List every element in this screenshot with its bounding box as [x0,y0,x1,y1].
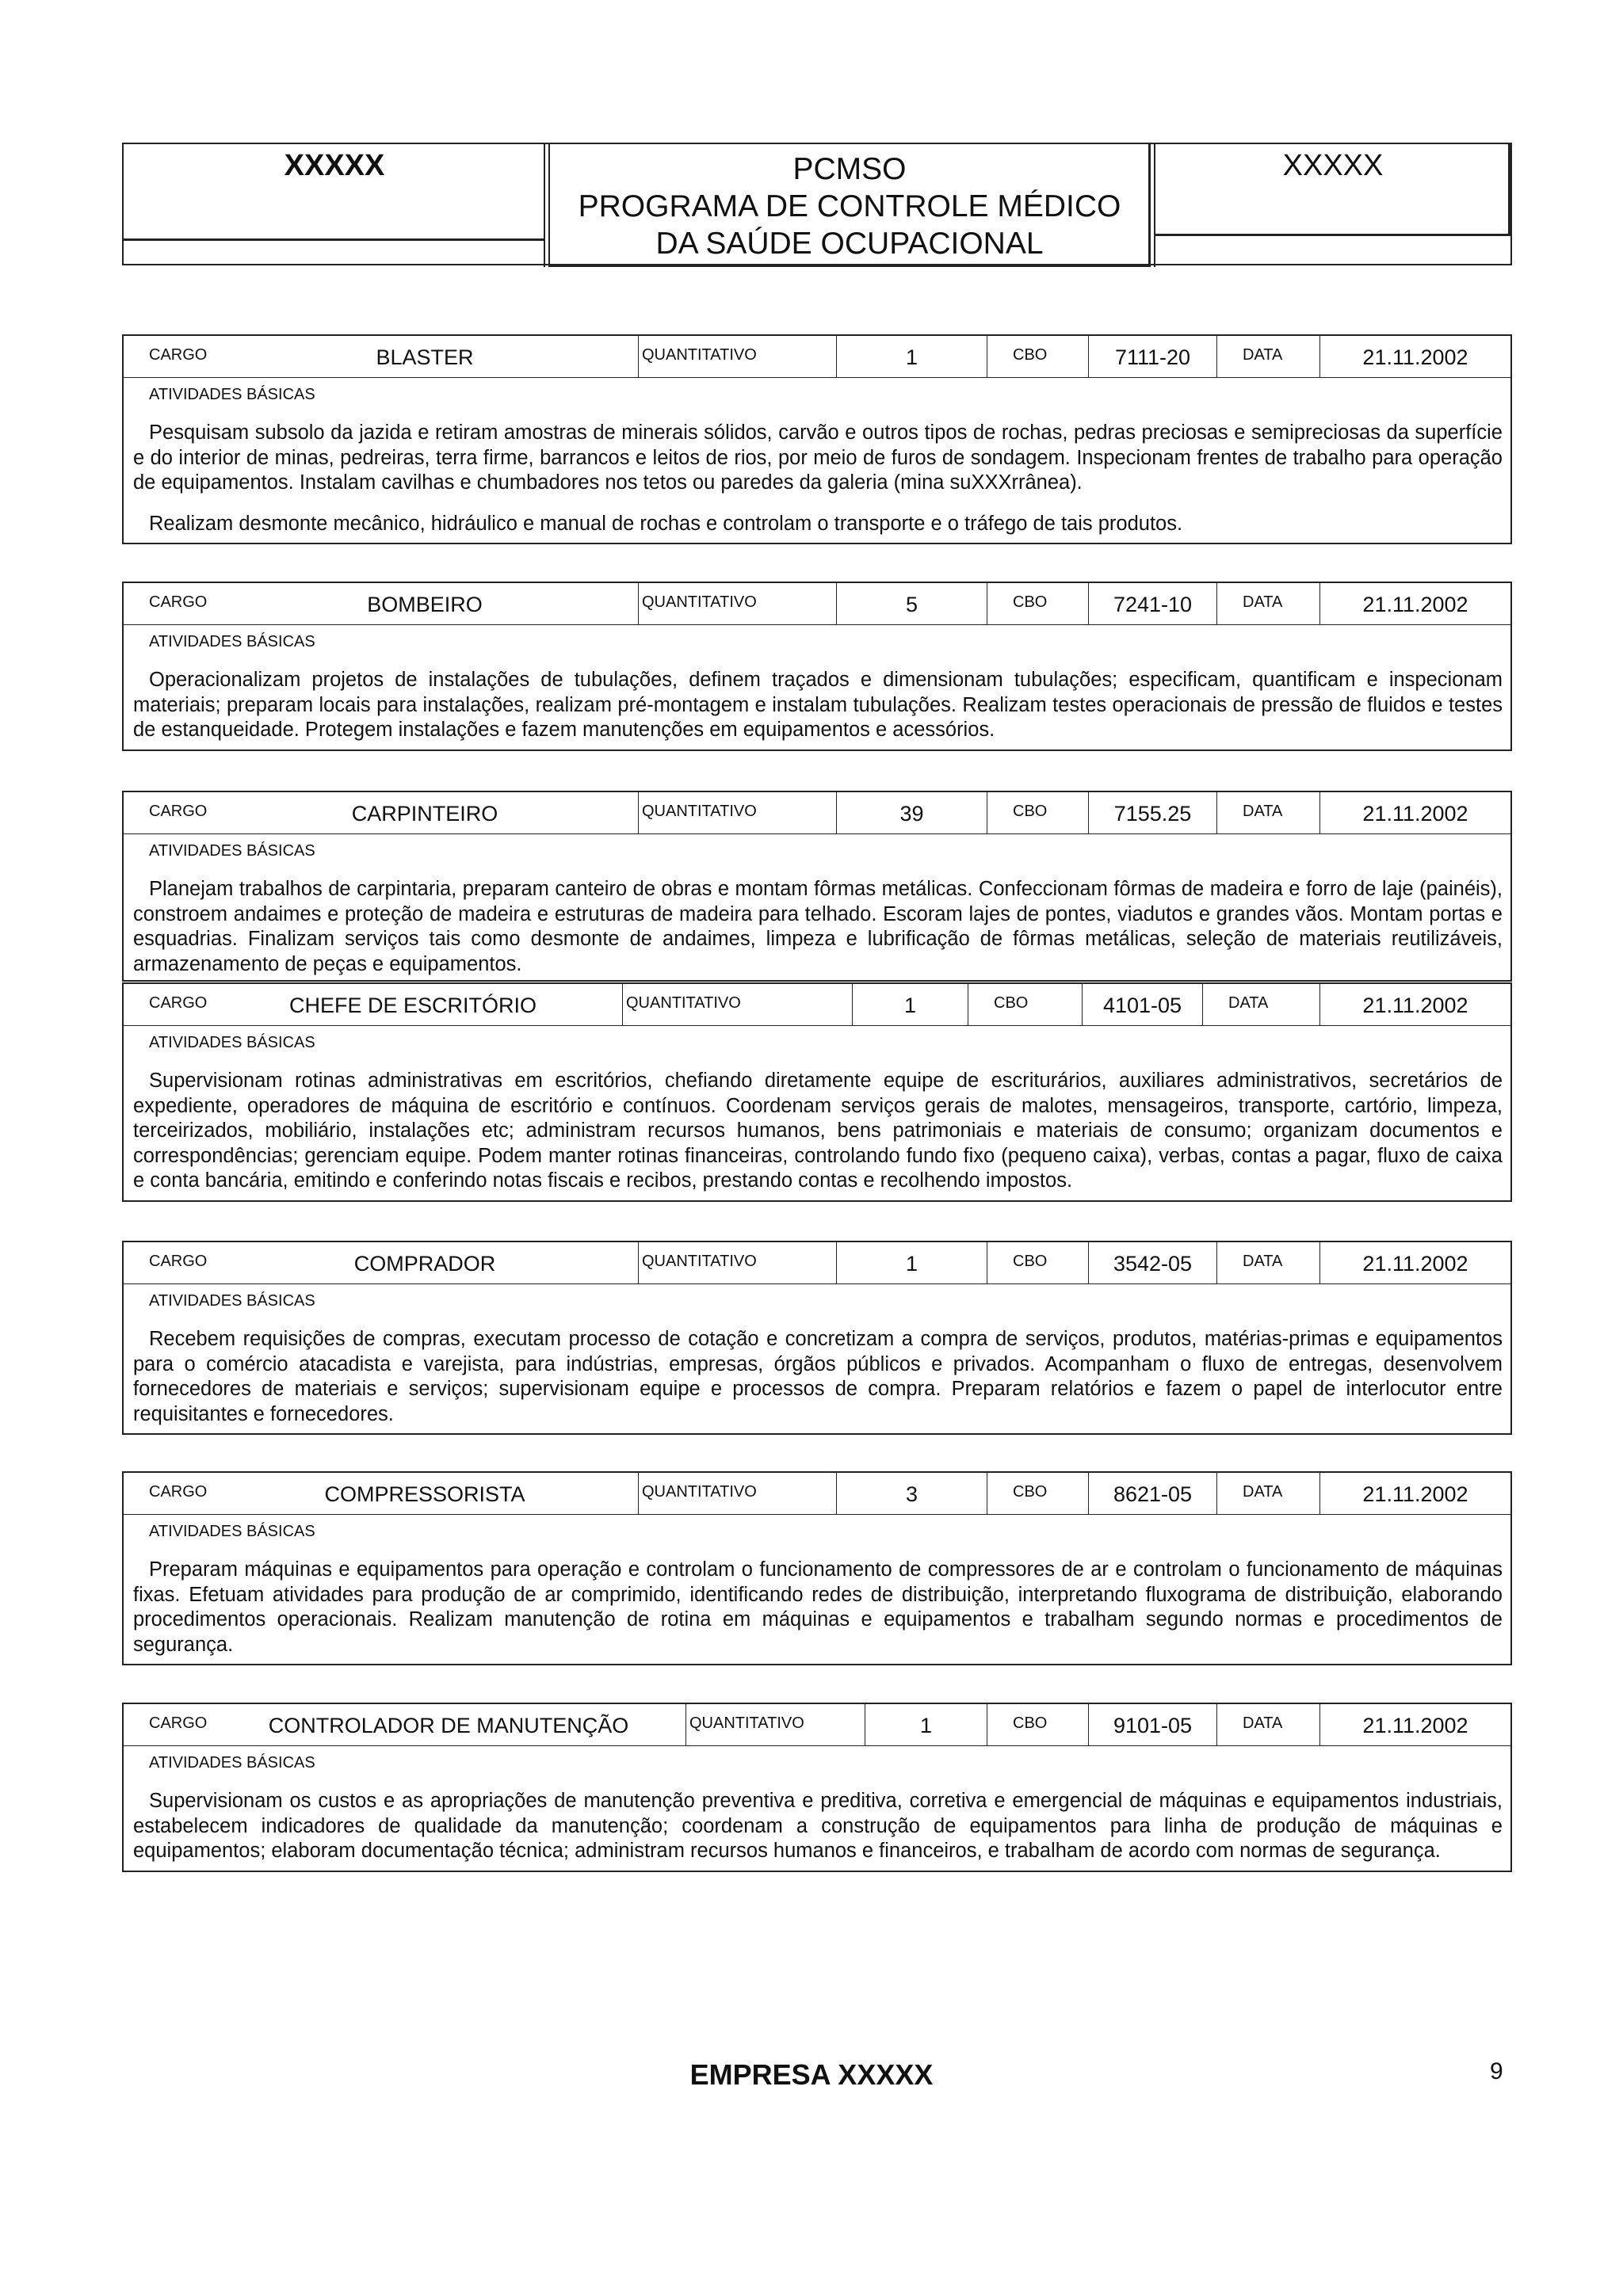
header-left-cell [124,144,545,267]
cargo-label: CARGO [149,1253,208,1270]
cargo-cell [124,1242,639,1283]
quantitativo-label-cell [686,1704,865,1745]
cargo-value: BOMBEIRO [367,593,483,616]
quantitativo-value: 1 [905,1252,918,1276]
cargo-value: BLASTER [376,345,474,369]
quantitativo-label: QUANTITATIVO [689,1714,804,1732]
footer-company: EMPRESA XXXXX [689,2058,934,2091]
cbo-value: 7241-10 [1113,593,1193,616]
cargo-cell [124,583,639,624]
data-label: DATA [1243,1714,1283,1732]
data-cell [1320,583,1510,624]
quantitativo-cell [837,1242,987,1283]
header-title-line-1: PCMSO [792,152,907,186]
data-label: DATA [1243,593,1283,611]
quantitativo-label: QUANTITATIVO [642,593,757,611]
quantitativo-cell [865,1704,987,1745]
data-label-cell [1217,1242,1320,1283]
cargo-label: CARGO [149,994,208,1012]
header-right-cell [1154,144,1512,267]
data-label: DATA [1243,1253,1283,1270]
data-label-cell [1217,336,1320,377]
cbo-label-cell [987,583,1089,624]
job-card [122,582,1512,751]
cbo-label-cell [968,984,1083,1025]
data-value: 21.11.2002 [1362,1482,1468,1506]
atividades-label: ATIVIDADES BÁSICAS [149,1292,315,1310]
quantitativo-value: 1 [903,994,917,1017]
cbo-cell [1089,1704,1217,1745]
job-description [124,657,1510,749]
cargo-label: CARGO [149,346,208,364]
cbo-label: CBO [1013,1714,1048,1732]
job-card [122,791,1512,982]
quantitativo-label-cell [639,336,837,377]
cbo-value: 8621-05 [1113,1482,1193,1506]
header-title-cell [548,144,1151,267]
quantitativo-cell [837,336,987,377]
job-header-row [124,1473,1510,1515]
quantitativo-label-cell [639,1473,837,1514]
header-left-text: XXXXX [284,149,385,182]
cbo-label-cell [987,1242,1089,1283]
data-label: DATA [1228,994,1269,1012]
cargo-cell [124,1704,686,1745]
job-description [124,866,1510,980]
atividades-label: ATIVIDADES BÁSICAS [149,1754,315,1772]
data-label-cell [1217,583,1320,624]
data-value: 21.11.2002 [1362,994,1468,1017]
data-cell [1320,792,1510,833]
data-label: DATA [1243,1483,1283,1501]
cbo-cell [1089,583,1217,624]
data-value: 21.11.2002 [1362,802,1468,826]
description-paragraph: Supervisionam rotinas administrativas em escritórios, chefiando diretamente equipe de escriturários, auxiliares administrativos, secretários de expediente, operadores de máquina de escritório e contínuos. Coordenam serviços gerais de malotes, mensageiros, transporte, cartório, limpeza, terceirizados, mobiliário, instalações etc; administram recursos humanos, bens patrimoniais e materiais de consumo; organizam documentos e correspondências; gerenciam equipe. Podem manter rotinas financeiras, controlando fundo fixo (pequeno caixa), verbas, contas a pagar, fluxo de caixa e conta bancária, emitindo e conferindo notas fiscais e recibos, prestando contas e recolhendo impostos. [133,1070,1503,1192]
cargo-value: COMPRESSORISTA [324,1482,525,1506]
cbo-value: 4101-05 [1102,994,1182,1017]
cbo-value: 7155.25 [1113,802,1192,826]
cbo-cell [1083,984,1203,1025]
job-description [124,1058,1510,1200]
job-description [124,1316,1510,1433]
quantitativo-value: 3 [905,1482,918,1506]
job-header-row [124,583,1510,625]
job-description [124,410,1510,543]
data-cell [1320,1473,1510,1514]
job-header-row [124,984,1510,1026]
data-label-cell [1217,792,1320,833]
job-header-row [124,1704,1510,1746]
description-paragraph: Operacionalizam projetos de instalações de tubulações, definem traçados e dimensionam tubulações; especificam, quantificam e inspecionam materiais; preparam locais para instalações, realizam pré-montagem e instalam tubulações. Realizam testes operacionais de pressão de fluidos e testes de estanqueidade. Protegem instalações e fazem manutenções em equipamentos e acessórios. [133,669,1503,741]
cbo-label-cell [987,1473,1089,1514]
data-cell [1320,1704,1510,1745]
job-description [124,1778,1510,1871]
quantitativo-label-cell [623,984,853,1025]
data-value: 21.11.2002 [1362,593,1468,616]
job-header-row [124,1242,1510,1284]
cargo-label: CARGO [149,1483,208,1501]
atividades-label: ATIVIDADES BÁSICAS [149,1523,315,1540]
data-cell [1320,984,1510,1025]
cbo-label-cell [987,1704,1089,1745]
cbo-label: CBO [1013,346,1048,364]
cargo-value: CONTROLADOR DE MANUTENÇÃO [268,1714,629,1737]
job-header-row [124,792,1510,834]
job-card [122,982,1512,1202]
quantitativo-label: QUANTITATIVO [642,803,757,820]
job-card [122,1703,1512,1872]
atividades-label: ATIVIDADES BÁSICAS [149,1034,315,1051]
quantitativo-label-cell [639,583,837,624]
cbo-cell [1089,792,1217,833]
quantitativo-label: QUANTITATIVO [642,346,757,364]
data-value: 21.11.2002 [1362,1714,1468,1737]
job-card [122,334,1512,544]
data-label-cell [1203,984,1320,1025]
quantitativo-label: QUANTITATIVO [642,1253,757,1270]
quantitativo-cell [853,984,968,1025]
data-cell [1320,1242,1510,1283]
atividades-label: ATIVIDADES BÁSICAS [149,842,315,860]
quantitativo-value: 5 [905,593,918,616]
job-header-row [124,336,1510,378]
data-label-cell [1217,1473,1320,1514]
cargo-value: CHEFE DE ESCRITÓRIO [288,994,537,1017]
cbo-cell [1089,1242,1217,1283]
cbo-label: CBO [1013,1483,1048,1501]
cbo-label: CBO [1013,1253,1048,1270]
job-card [122,1471,1512,1665]
description-paragraph: Preparam máquinas e equipamentos para operação e controlam o funcionamento de compressores de ar e controlam o funcionamento de máquinas fixas. Efetuam atividades para produção de ar comprimido, identificando redes de distribuição, interpretando fluxograma de distribuição, elaborando procedimentos operacionais. Realizam manutenção de rotina em máquinas e equipamentos e trabalham segundo normas e procedimentos de segurança. [133,1558,1503,1656]
quantitativo-label-cell [639,792,837,833]
description-paragraph: Recebem requisições de compras, executam processo de cotação e concretizam a compra de serviços, produtos, matérias-primas e equipamentos para o comércio atacadista e varejista, para indústrias, empresas, órgãos públicos e privados. Acompanham o fluxo de entregas, desenvolvem fornecedores de materiais e serviços; supervisionam equipe e processos de compra. Preparam relatórios e fazem o papel de interlocutor entre requisitantes e fornecedores. [133,1328,1503,1425]
header-title [550,151,1149,262]
header-right-text: XXXXX [1282,149,1384,182]
cbo-label: CBO [1013,593,1048,611]
cbo-value: 7111-20 [1114,345,1191,369]
cargo-label: CARGO [149,1714,208,1732]
data-label-cell [1217,1704,1320,1745]
cbo-label: CBO [994,994,1029,1012]
quantitativo-cell [837,1473,987,1514]
header-title-line-3: DA SAÚDE OCUPACIONAL [655,227,1044,261]
cargo-cell [124,792,639,833]
cargo-label: CARGO [149,593,208,611]
job-description [124,1547,1510,1664]
data-value: 21.11.2002 [1362,345,1468,369]
quantitativo-cell [837,792,987,833]
header-title-line-2: PROGRAMA DE CONTROLE MÉDICO [578,189,1121,223]
atividades-label: ATIVIDADES BÁSICAS [149,386,315,403]
data-cell [1320,336,1510,377]
cargo-cell [124,1473,639,1514]
quantitativo-cell [837,583,987,624]
page-number: 9 [1490,2058,1503,2084]
cbo-cell [1089,1473,1217,1514]
cargo-cell [124,984,623,1025]
cbo-value: 9101-05 [1113,1714,1193,1737]
cbo-label: CBO [1013,803,1048,820]
cargo-cell [124,336,639,377]
quantitativo-label: QUANTITATIVO [626,994,741,1012]
cbo-value: 3542-05 [1113,1252,1193,1276]
quantitativo-value: 39 [899,802,924,826]
data-label: DATA [1243,803,1283,820]
job-card [122,1241,1512,1435]
quantitativo-label: QUANTITATIVO [642,1483,757,1501]
cargo-value: CARPINTEIRO [351,802,498,826]
description-paragraph: Supervisionam os custos e as apropriações de manutenção preventiva e preditiva, corretiva e emergencial de máquinas e equipamentos industriais, estabelecem indicadores de qualidade da manutenção; coordenam a construção de equipamentos para linha de produção de máquinas e equipamentos; elaboram documentação técnica; administram recursos humanos e financeiros, e trabalham de acordo com normas de segurança. [133,1790,1503,1862]
description-paragraph: Planejam trabalhos de carpintaria, preparam canteiro de obras e montam fôrmas metálicas. Confeccionam fôrmas de madeira e forro de laje (painéis), constroem andaimes e proteção de madeira e estruturas de madeira para telhado. Escoram lajes de pontes, viadutos e grandes vãos. Montam portas e esquadrias. Finalizam serviços tais como desmonte de andaimes, limpeza e lubrificação de fôrmas metálicas, seleção de materiais reutilizáveis, armazenamento de peças e equipamentos. [133,878,1503,975]
data-label: DATA [1243,346,1283,364]
document-header [122,143,1512,265]
description-paragraph: Realizam desmonte mecânico, hidráulico e manual de rochas e controlam o transporte e o tráfego de tais produtos. [149,512,1183,535]
cbo-cell [1089,336,1217,377]
quantitativo-value: 1 [905,345,918,369]
cbo-label-cell [987,792,1089,833]
description-paragraph: Pesquisam subsolo da jazida e retiram amostras de minerais sólidos, carvão e outros tipos de rochas, pedras preciosas e semipreciosas da superfície e do interior de minas, pedreiras, terra firme, barrancos e leitos de rios, por meio de furos de sondagem. Inspecionam frentes de trabalho para operação de equipamentos. Instalam cavilhas e chumbadores nos tetos ou paredes da galeria (mina suXXXrrânea). [133,421,1503,494]
quantitativo-value: 1 [919,1714,933,1737]
cbo-label-cell [987,336,1089,377]
cargo-value: COMPRADOR [353,1252,496,1276]
data-value: 21.11.2002 [1362,1252,1468,1276]
quantitativo-label-cell [639,1242,837,1283]
atividades-label: ATIVIDADES BÁSICAS [149,633,315,650]
cargo-label: CARGO [149,803,208,820]
